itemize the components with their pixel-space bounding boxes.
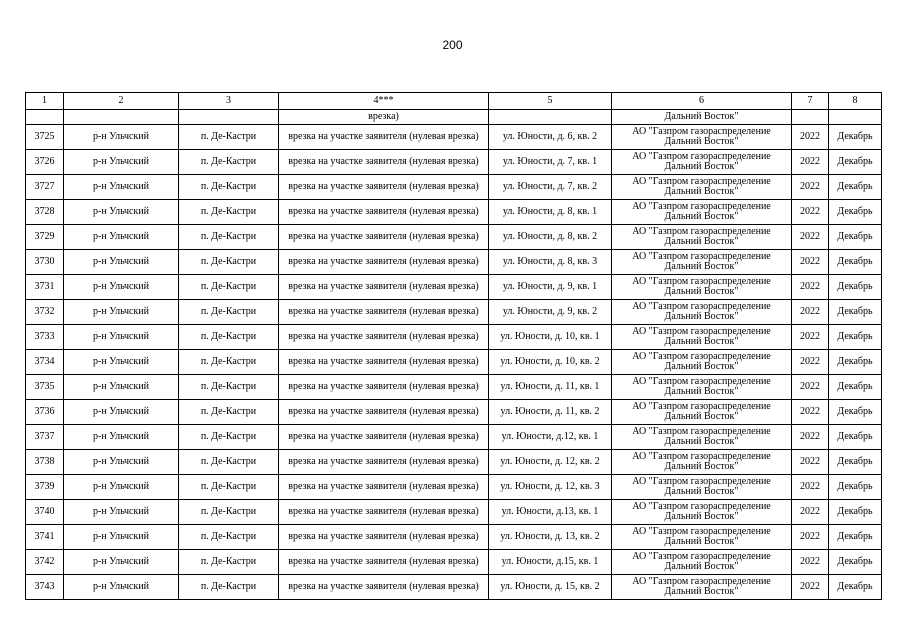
table-cell: ул. Юности, д. 11, кв. 2 [489,400,612,425]
table-cell: п. Де-Кастри [179,300,279,325]
table-row [26,550,882,575]
table-cell: ул. Юности, д. 12, кв. 2 [489,450,612,475]
table-cell: 2022 [792,150,829,175]
table-cell: 3725 [26,125,64,150]
table-cell: АО "Газпром газораспределение Дальний Восток" [612,525,792,550]
header-cell: 2 [64,93,179,110]
gasification-table [25,92,882,600]
table-cell: ул. Юности, д. 15, кв. 2 [489,575,612,600]
table-cell: 2022 [792,200,829,225]
table-cell: п. Де-Кастри [179,250,279,275]
table-cell: АО "Газпром газораспределение Дальний Восток" [612,575,792,600]
table-cell: р-н Ульчский [64,450,179,475]
table-row [26,150,882,175]
table-cell: р-н Ульчский [64,500,179,525]
table-cell: 3728 [26,200,64,225]
table-cell: ул. Юности, д. 10, кв. 1 [489,325,612,350]
table-row [26,200,882,225]
table-cell: врезка на участке заявителя (нулевая врезка) [279,150,489,175]
table-row [26,575,882,600]
table-cell: р-н Ульчский [64,575,179,600]
table-cell: п. Де-Кастри [179,200,279,225]
table-cell: Декабрь [829,150,882,175]
table-cell: п. Де-Кастри [179,275,279,300]
table-row [26,300,882,325]
table-cell: р-н Ульчский [64,550,179,575]
table-cell: р-н Ульчский [64,125,179,150]
table-cell: Декабрь [829,300,882,325]
table-cell: 3730 [26,250,64,275]
table-cell: п. Де-Кастри [179,450,279,475]
table-cell: ул. Юности, д. 6, кв. 2 [489,125,612,150]
table-cell [179,110,279,125]
table-cell: ул. Юности, д. 8, кв. 2 [489,225,612,250]
table-cell: р-н Ульчский [64,175,179,200]
table-cell: 3737 [26,425,64,450]
table-cell: р-н Ульчский [64,250,179,275]
table-cell: 3736 [26,400,64,425]
table-cell: 3733 [26,325,64,350]
table-cell [64,110,179,125]
table-row [26,250,882,275]
table-cell: 3743 [26,575,64,600]
table-cell: 3734 [26,350,64,375]
table-cell: 3729 [26,225,64,250]
table-row [26,175,882,200]
table-cell: АО "Газпром газораспределение Дальний Восток" [612,175,792,200]
table-cell: АО "Газпром газораспределение Дальний Восток" [612,450,792,475]
table-cell: р-н Ульчский [64,475,179,500]
header-cell: 4*** [279,93,489,110]
table-cell: 3740 [26,500,64,525]
table-cell [489,110,612,125]
table-cell: 2022 [792,500,829,525]
table-cell: Декабрь [829,175,882,200]
table-cell: АО "Газпром газораспределение Дальний Восток" [612,225,792,250]
table-cell: врезка) [279,110,489,125]
table-cell: 2022 [792,550,829,575]
table-cell: Декабрь [829,125,882,150]
table-cell: врезка на участке заявителя (нулевая врезка) [279,550,489,575]
table-cell: п. Де-Кастри [179,350,279,375]
table-row [26,500,882,525]
table-cell: ул. Юности, д.15, кв. 1 [489,550,612,575]
table-cell: врезка на участке заявителя (нулевая врезка) [279,300,489,325]
table-cell: Декабрь [829,425,882,450]
table-cell: п. Де-Кастри [179,150,279,175]
table-cell: врезка на участке заявителя (нулевая врезка) [279,425,489,450]
table-cell: 2022 [792,325,829,350]
table-cell: врезка на участке заявителя (нулевая врезка) [279,275,489,300]
table-cell: АО "Газпром газораспределение Дальний Восток" [612,150,792,175]
table-cell: р-н Ульчский [64,425,179,450]
table-row [26,400,882,425]
table-cell: ул. Юности, д.13, кв. 1 [489,500,612,525]
table-cell: ул. Юности, д. 7, кв. 2 [489,175,612,200]
table-cell: ул. Юности, д. 9, кв. 2 [489,300,612,325]
table-cell: Декабрь [829,325,882,350]
header-row [26,93,882,110]
table-cell: ул. Юности, д. 10, кв. 2 [489,350,612,375]
table-cell: врезка на участке заявителя (нулевая врезка) [279,325,489,350]
continuation-row [26,110,882,125]
table-cell: 2022 [792,350,829,375]
table-cell: врезка на участке заявителя (нулевая врезка) [279,500,489,525]
table-cell: 2022 [792,450,829,475]
table-cell: 2022 [792,475,829,500]
table-cell: 2022 [792,275,829,300]
table-cell: АО "Газпром газораспределение Дальний Восток" [612,275,792,300]
table-cell: р-н Ульчский [64,150,179,175]
table-cell: АО "Газпром газораспределение Дальний Восток" [612,475,792,500]
table-cell: 2022 [792,425,829,450]
table-cell: Декабрь [829,450,882,475]
table-cell: п. Де-Кастри [179,475,279,500]
table-cell: АО "Газпром газораспределение Дальний Восток" [612,350,792,375]
table-cell: Декабрь [829,375,882,400]
table-cell: Декабрь [829,275,882,300]
table-cell: п. Де-Кастри [179,225,279,250]
table-cell: Декабрь [829,200,882,225]
table-cell: врезка на участке заявителя (нулевая врезка) [279,250,489,275]
table-cell: 2022 [792,375,829,400]
table-cell: Декабрь [829,525,882,550]
table-cell: п. Де-Кастри [179,125,279,150]
table-cell: ул. Юности, д. 12, кв. 3 [489,475,612,500]
table-cell: п. Де-Кастри [179,400,279,425]
table-cell: п. Де-Кастри [179,425,279,450]
table-cell: врезка на участке заявителя (нулевая врезка) [279,125,489,150]
table-row [26,325,882,350]
table-cell: ул. Юности, д. 9, кв. 1 [489,275,612,300]
table-cell: АО "Газпром газораспределение Дальний Восток" [612,250,792,275]
table-cell: Декабрь [829,550,882,575]
table-cell: врезка на участке заявителя (нулевая врезка) [279,575,489,600]
table-cell: ул. Юности, д. 13, кв. 2 [489,525,612,550]
table-cell: АО "Газпром газораспределение Дальний Восток" [612,325,792,350]
table-cell: п. Де-Кастри [179,550,279,575]
table-cell: врезка на участке заявителя (нулевая врезка) [279,475,489,500]
table-cell: ул. Юности, д. 11, кв. 1 [489,375,612,400]
table-cell: АО "Газпром газораспределение Дальний Восток" [612,550,792,575]
table-cell: АО "Газпром газораспределение Дальний Восток" [612,500,792,525]
table-cell: Декабрь [829,575,882,600]
table-cell [829,110,882,125]
table-cell: АО "Газпром газораспределение Дальний Восток" [612,400,792,425]
table-cell: 2022 [792,400,829,425]
table-cell: врезка на участке заявителя (нулевая врезка) [279,200,489,225]
table-cell: п. Де-Кастри [179,325,279,350]
table-cell: 3738 [26,450,64,475]
table-cell: 3741 [26,525,64,550]
table-row [26,425,882,450]
table-cell: АО "Газпром газораспределение Дальний Восток" [612,425,792,450]
table-row [26,350,882,375]
page-number: 200 [442,38,463,52]
header-cell: 1 [26,93,64,110]
table-cell: р-н Ульчский [64,400,179,425]
table-cell: ул. Юности, д. 8, кв. 3 [489,250,612,275]
table-cell: Декабрь [829,225,882,250]
table-cell: р-н Ульчский [64,375,179,400]
table-cell: 2022 [792,250,829,275]
table-cell: ул. Юности, д. 8, кв. 1 [489,200,612,225]
table-cell: врезка на участке заявителя (нулевая врезка) [279,225,489,250]
table-cell: 3732 [26,300,64,325]
table-cell: Декабрь [829,250,882,275]
table-cell: ул. Юности, д.12, кв. 1 [489,425,612,450]
table-cell: п. Де-Кастри [179,500,279,525]
table-cell: Декабрь [829,475,882,500]
table-cell: врезка на участке заявителя (нулевая врезка) [279,450,489,475]
table-cell: 3735 [26,375,64,400]
table-cell [26,110,64,125]
table-cell: р-н Ульчский [64,275,179,300]
table-cell: р-н Ульчский [64,525,179,550]
table-cell: АО "Газпром газораспределение Дальний Восток" [612,300,792,325]
header-cell: 5 [489,93,612,110]
table-cell: р-н Ульчский [64,325,179,350]
table-cell: ул. Юности, д. 7, кв. 1 [489,150,612,175]
table-row [26,450,882,475]
table-cell: р-н Ульчский [64,350,179,375]
table-cell: 2022 [792,175,829,200]
table-cell: врезка на участке заявителя (нулевая врезка) [279,375,489,400]
table-cell: 2022 [792,575,829,600]
table-row [26,475,882,500]
table-cell: п. Де-Кастри [179,525,279,550]
table-cell: р-н Ульчский [64,300,179,325]
table-cell: 2022 [792,525,829,550]
header-cell: 7 [792,93,829,110]
table-row [26,125,882,150]
table-cell: п. Де-Кастри [179,575,279,600]
table-cell: 2022 [792,225,829,250]
table-row [26,525,882,550]
table-row [26,225,882,250]
table-cell: врезка на участке заявителя (нулевая врезка) [279,400,489,425]
table-cell: 3726 [26,150,64,175]
table-cell: АО "Газпром газораспределение Дальний Восток" [612,375,792,400]
table-cell: 3731 [26,275,64,300]
header-cell: 3 [179,93,279,110]
table-cell: 2022 [792,300,829,325]
table-cell: 3727 [26,175,64,200]
table-cell: врезка на участке заявителя (нулевая врезка) [279,350,489,375]
table-cell: Декабрь [829,500,882,525]
table-cell: Декабрь [829,350,882,375]
table-cell: п. Де-Кастри [179,175,279,200]
table-cell: врезка на участке заявителя (нулевая врезка) [279,525,489,550]
table-cell: Декабрь [829,400,882,425]
table-cell: п. Де-Кастри [179,375,279,400]
table-cell: 3742 [26,550,64,575]
table-cell: врезка на участке заявителя (нулевая врезка) [279,175,489,200]
header-cell: 6 [612,93,792,110]
table-cell: р-н Ульчский [64,225,179,250]
table-cell: Дальний Восток" [612,110,792,125]
table-cell: АО "Газпром газораспределение Дальний Восток" [612,125,792,150]
table-cell: р-н Ульчский [64,200,179,225]
header-cell: 8 [829,93,882,110]
table-cell [792,110,829,125]
table-row [26,375,882,400]
table-cell: 2022 [792,125,829,150]
table-cell: 3739 [26,475,64,500]
table-cell: АО "Газпром газораспределение Дальний Восток" [612,200,792,225]
table-row [26,275,882,300]
